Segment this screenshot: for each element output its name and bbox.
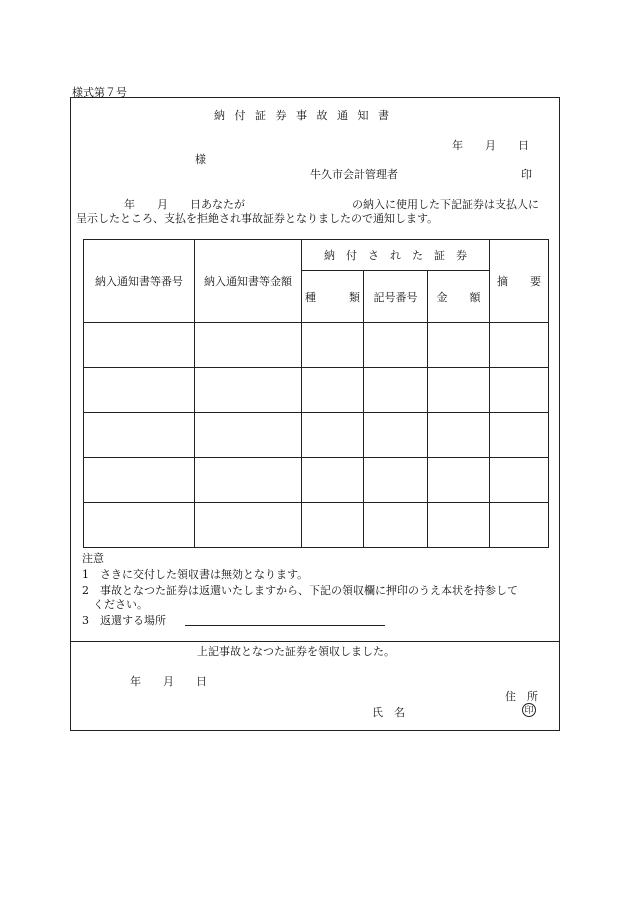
table-cell[interactable] bbox=[302, 368, 364, 413]
address-label: 住 所 bbox=[505, 690, 538, 703]
body-text-line1-part1: 年 月 日あなたが bbox=[124, 198, 245, 211]
note-item-2: 2 事故となつた証券は返還いたしますから、下記の領収欄に押印のうえ本状を持参して bbox=[82, 584, 518, 597]
header-amount: 金 額 bbox=[428, 271, 490, 323]
body-text-line1-part2: の納入に使用した下記証券は支払人に bbox=[352, 198, 539, 211]
receipt-statement: 上記事故となつた証券を領収しました。 bbox=[197, 645, 395, 658]
table-cell[interactable] bbox=[490, 503, 549, 548]
note-item-1: 1 さきに交付した領収書は無効となります。 bbox=[82, 568, 309, 581]
table-row bbox=[84, 458, 549, 503]
table-cell[interactable] bbox=[302, 323, 364, 368]
seal-stamp-icon: 印 bbox=[522, 703, 536, 717]
table-cell[interactable] bbox=[195, 503, 302, 548]
table-row bbox=[84, 323, 549, 368]
note-item-2-continued: ください。 bbox=[93, 598, 148, 611]
header-notice-amount: 納入通知書等金額 bbox=[195, 240, 302, 323]
table-row bbox=[84, 368, 549, 413]
table-cell[interactable] bbox=[364, 323, 428, 368]
issue-date: 年 月 日 bbox=[452, 139, 529, 152]
table-cell[interactable] bbox=[490, 368, 549, 413]
table-cell[interactable] bbox=[428, 413, 490, 458]
table-cell[interactable] bbox=[302, 413, 364, 458]
table-cell[interactable] bbox=[302, 503, 364, 548]
form-number-label: 様式第７号 bbox=[72, 86, 127, 99]
header-notice-number: 納入通知書等番号 bbox=[84, 240, 195, 323]
table-cell[interactable] bbox=[428, 503, 490, 548]
table-cell[interactable] bbox=[195, 413, 302, 458]
issuer-seal-mark: 印 bbox=[521, 168, 532, 181]
table-cell[interactable] bbox=[428, 458, 490, 503]
document-title: 納付証券事故通知書 bbox=[214, 109, 399, 122]
issuer-name: 牛久市会計管理者 bbox=[310, 168, 398, 181]
table-cell[interactable] bbox=[428, 368, 490, 413]
addressee-suffix: 様 bbox=[195, 153, 206, 166]
table-cell[interactable] bbox=[84, 368, 195, 413]
header-paid-securities: 納 付 さ れ た 証 券 bbox=[302, 240, 490, 271]
header-symbol-number: 記号番号 bbox=[364, 271, 428, 323]
table-cell[interactable] bbox=[364, 413, 428, 458]
table-cell[interactable] bbox=[195, 323, 302, 368]
table-row bbox=[84, 503, 549, 548]
table-row bbox=[84, 413, 549, 458]
header-remarks: 摘 要 bbox=[490, 240, 549, 323]
table-cell[interactable] bbox=[364, 503, 428, 548]
table-cell[interactable] bbox=[84, 323, 195, 368]
table-cell[interactable] bbox=[364, 458, 428, 503]
table-cell[interactable] bbox=[490, 458, 549, 503]
note-item-3: 3 返還する場所 bbox=[82, 614, 166, 627]
table-cell[interactable] bbox=[490, 323, 549, 368]
table-cell[interactable] bbox=[84, 503, 195, 548]
table-cell[interactable] bbox=[84, 458, 195, 503]
table-cell[interactable] bbox=[195, 458, 302, 503]
table-cell[interactable] bbox=[302, 458, 364, 503]
securities-table bbox=[83, 239, 549, 548]
table-cell[interactable] bbox=[84, 413, 195, 458]
table-cell[interactable] bbox=[490, 413, 549, 458]
receipt-divider bbox=[70, 641, 560, 642]
notes-heading: 注意 bbox=[82, 552, 104, 565]
receipt-date: 年 月 日 bbox=[130, 675, 207, 688]
name-label: 氏 名 bbox=[372, 706, 405, 719]
header-type: 種 類 bbox=[302, 271, 364, 323]
table-cell[interactable] bbox=[195, 368, 302, 413]
table-cell[interactable] bbox=[428, 323, 490, 368]
body-text-line2: 呈示したところ、支払を拒絶され事故証券となりましたので通知します。 bbox=[76, 212, 439, 225]
return-location-field-line[interactable] bbox=[185, 625, 385, 626]
table-cell[interactable] bbox=[364, 368, 428, 413]
